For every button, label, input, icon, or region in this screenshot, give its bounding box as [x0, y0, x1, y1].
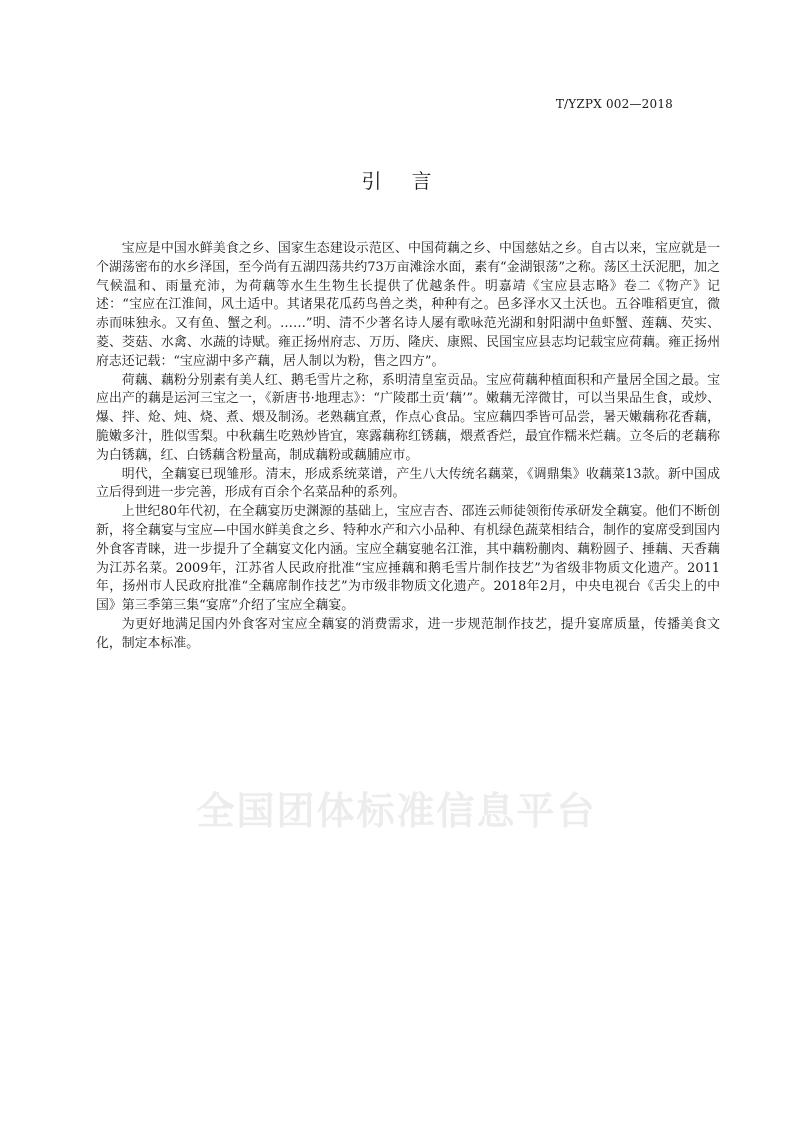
paragraph-4: 上世纪80年代初，在全藕宴历史渊源的基础上，宝应吉杏、邵连云师徒领衔传承研发全藕宴。他们不断创新，将全藕宴与宝应—中国水鲜美食之乡、特种水产和六小品种、有机绿色蔬菜相结合，制作的宴席受到国内外食客青睐，进一步提升了全藕宴文化内涵。宝应全藕宴驰名江淮，其中藕粉蒯肉、藕粉圆子、捶藕、天香藕为江苏名菜。2009年，江苏省人民政府批准“宝应捶藕和鹅毛雪片制作技艺”为省级非物质文化遗产。2011年，扬州市人民政府批准“全藕席制作技艺”为市级非物质文化遗产。2018年2月，中央电视台《舌尖上的中国》第三季第三集“宴席”介绍了宝应全藕宴。 [96, 504, 720, 614]
document-code: T/YZPX 002—2018 [555, 97, 673, 111]
paragraph-2: 荷藕、藕粉分别素有美人红、鹅毛雪片之称，系明清皇室贡品。宝应荷藕种植面积和产量居全国之最。宝应出产的藕是运河三宝之一，《新唐书·地理志》：“广陵郡土贡‘藕’”。嫩藕无滓微甘，可以当果品生食，或炒、爆、拌、炝、炖、烧、煮、煨及制汤。老熟藕宜煮，作点心食品。宝应藕四季皆可品尝，暑天嫩藕称花香藕，脆嫩多汁，胜似雪梨。中秋藕生吃熟炒皆宜，寒露藕称红锈藕，煨煮香烂，最宜作糯米烂藕。立冬后的老藕称为白锈藕，红、白锈藕含粉量高，制成藕粉或藕脯应市。 [96, 372, 720, 463]
paragraph-1: 宝应是中国水鲜美食之乡、国家生态建设示范区、中国荷藕之乡、中国慈姑之乡。自古以来，宝应就是一个湖荡密布的水乡泽国，至今尚有五湖四荡共约73万亩滩涂水面，素有“金湖银荡”之称。荡区土沃泥肥，加之气候温和、雨量充沛，为荷藕等水生生物生长提供了优越条件。明嘉靖《宝应县志略》卷二《物产》记述：“宝应在江淮间，风土适中。其诸果花瓜药鸟兽之类，种种有之。邑多泽水又土沃也。五谷唯稻更宜，微赤而味独永。又有鱼、蟹之利。……”明、清不少著名诗人屡有歌咏范光湖和射阳湖中鱼虾蟹、莲藕、芡实、菱、茭菇、水禽、水蔬的诗赋。雍正扬州府志、万历、隆庆、康熙、民国宝应县志均记载宝应荷藕。雍正扬州府志还记载：“宝应湖中多产藕，居人制以为粉，售之四方”。 [96, 241, 720, 369]
paragraph-5: 为更好地满足国内外食客对宝应全藕宴的消费需求，进一步规范制作技艺，提升宴席质量，传播美食文化，制定本标准。 [96, 616, 720, 651]
page-title: 引言 [361, 169, 462, 193]
watermark: 全国团体标准信息平台 [196, 789, 597, 833]
paragraph-3: 明代，全藕宴已现雏形。清末，形成系统菜谱，产生八大传统名藕菜，《调鼎集》收藕菜13款。新中国成立后得到进一步完善，形成有百余个名菜品种的系列。 [96, 466, 720, 501]
document-body [96, 240, 720, 654]
